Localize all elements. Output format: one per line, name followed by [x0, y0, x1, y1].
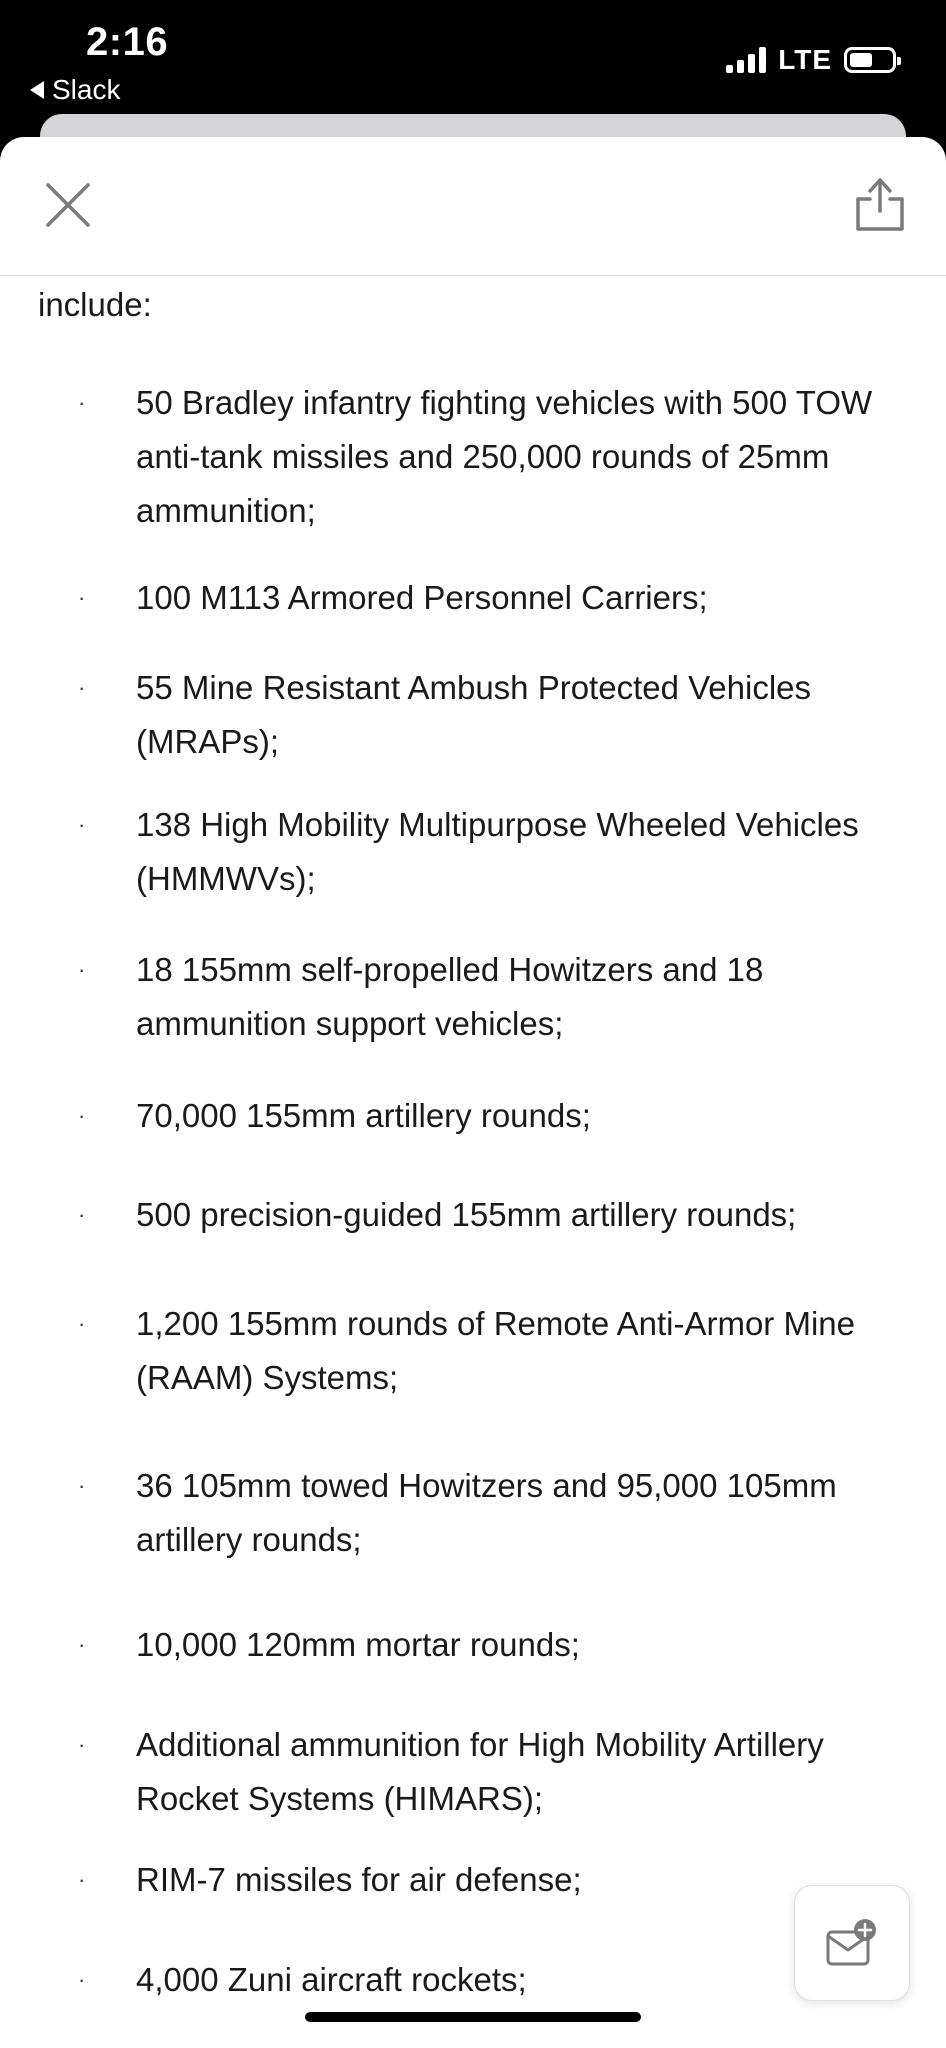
list-bullet: · — [78, 390, 86, 415]
list-bullet: · — [78, 1103, 86, 1128]
list-bullet: · — [78, 1867, 86, 1892]
list-bullet: · — [78, 585, 86, 610]
battery-icon — [844, 47, 896, 73]
list-bullet: · — [78, 1732, 86, 1757]
list-item-text: 36 105mm towed Howitzers and 95,000 105mm artillery rounds; — [136, 1467, 837, 1558]
list-item-text: 4,000 Zuni aircraft rockets; — [136, 1961, 527, 1998]
list-item-text: Additional ammunition for High Mobility Artillery Rocket Systems (HIMARS); — [136, 1726, 824, 1817]
share-button[interactable] — [852, 175, 908, 233]
list-bullet: · — [78, 1967, 86, 1992]
compose-mail-button[interactable] — [794, 1885, 910, 2001]
sheet-header — [0, 137, 946, 276]
status-indicators — [726, 44, 896, 76]
signal-icon — [726, 47, 766, 73]
list-bullet: · — [78, 675, 86, 700]
status-time: 2:16 — [86, 20, 169, 64]
close-button[interactable] — [44, 181, 92, 229]
network-label: LTE — [778, 44, 832, 75]
list-item-text: 10,000 120mm mortar rounds; — [136, 1626, 580, 1663]
compose-mail-icon — [825, 1918, 879, 1968]
list-bullet: · — [78, 1202, 86, 1227]
document-sheet — [0, 137, 946, 2048]
list-item-text: 50 Bradley infantry fighting vehicles with 500 TOW anti-tank missiles and 250,000 rounds of 25mm ammunition; — [136, 384, 873, 529]
list-bullet: · — [78, 957, 86, 982]
list-item-text: 70,000 155mm artillery rounds; — [136, 1097, 591, 1134]
list-item-text: 1,200 155mm rounds of Remote Anti-Armor Mine (RAAM) Systems; — [136, 1305, 855, 1396]
list-item-text: RIM-7 missiles for air defense; — [136, 1861, 582, 1898]
list-bullet: · — [78, 1473, 86, 1498]
close-icon — [44, 181, 92, 229]
list-bullet: · — [78, 812, 86, 837]
list-item-text: 55 Mine Resistant Ambush Protected Vehicles (MRAPs); — [136, 669, 812, 760]
back-to-app-button[interactable] — [30, 74, 120, 106]
home-indicator[interactable] — [305, 2012, 641, 2022]
back-arrow-icon — [30, 81, 44, 99]
list-item-text: 18 155mm self-propelled Howitzers and 18 ammunition support vehicles; — [136, 951, 764, 1042]
intro-text: include: — [38, 286, 152, 323]
list-item-text: 138 High Mobility Multipurpose Wheeled Vehicles (HMMWVs); — [136, 806, 859, 897]
list-item-text: 500 precision-guided 155mm artillery rounds; — [136, 1196, 797, 1233]
back-app-label: Slack — [52, 74, 121, 105]
list-bullet: · — [78, 1311, 86, 1336]
share-icon — [852, 175, 908, 233]
list-item-text: 100 M113 Armored Personnel Carriers; — [136, 579, 708, 616]
list-bullet: · — [78, 1632, 86, 1657]
